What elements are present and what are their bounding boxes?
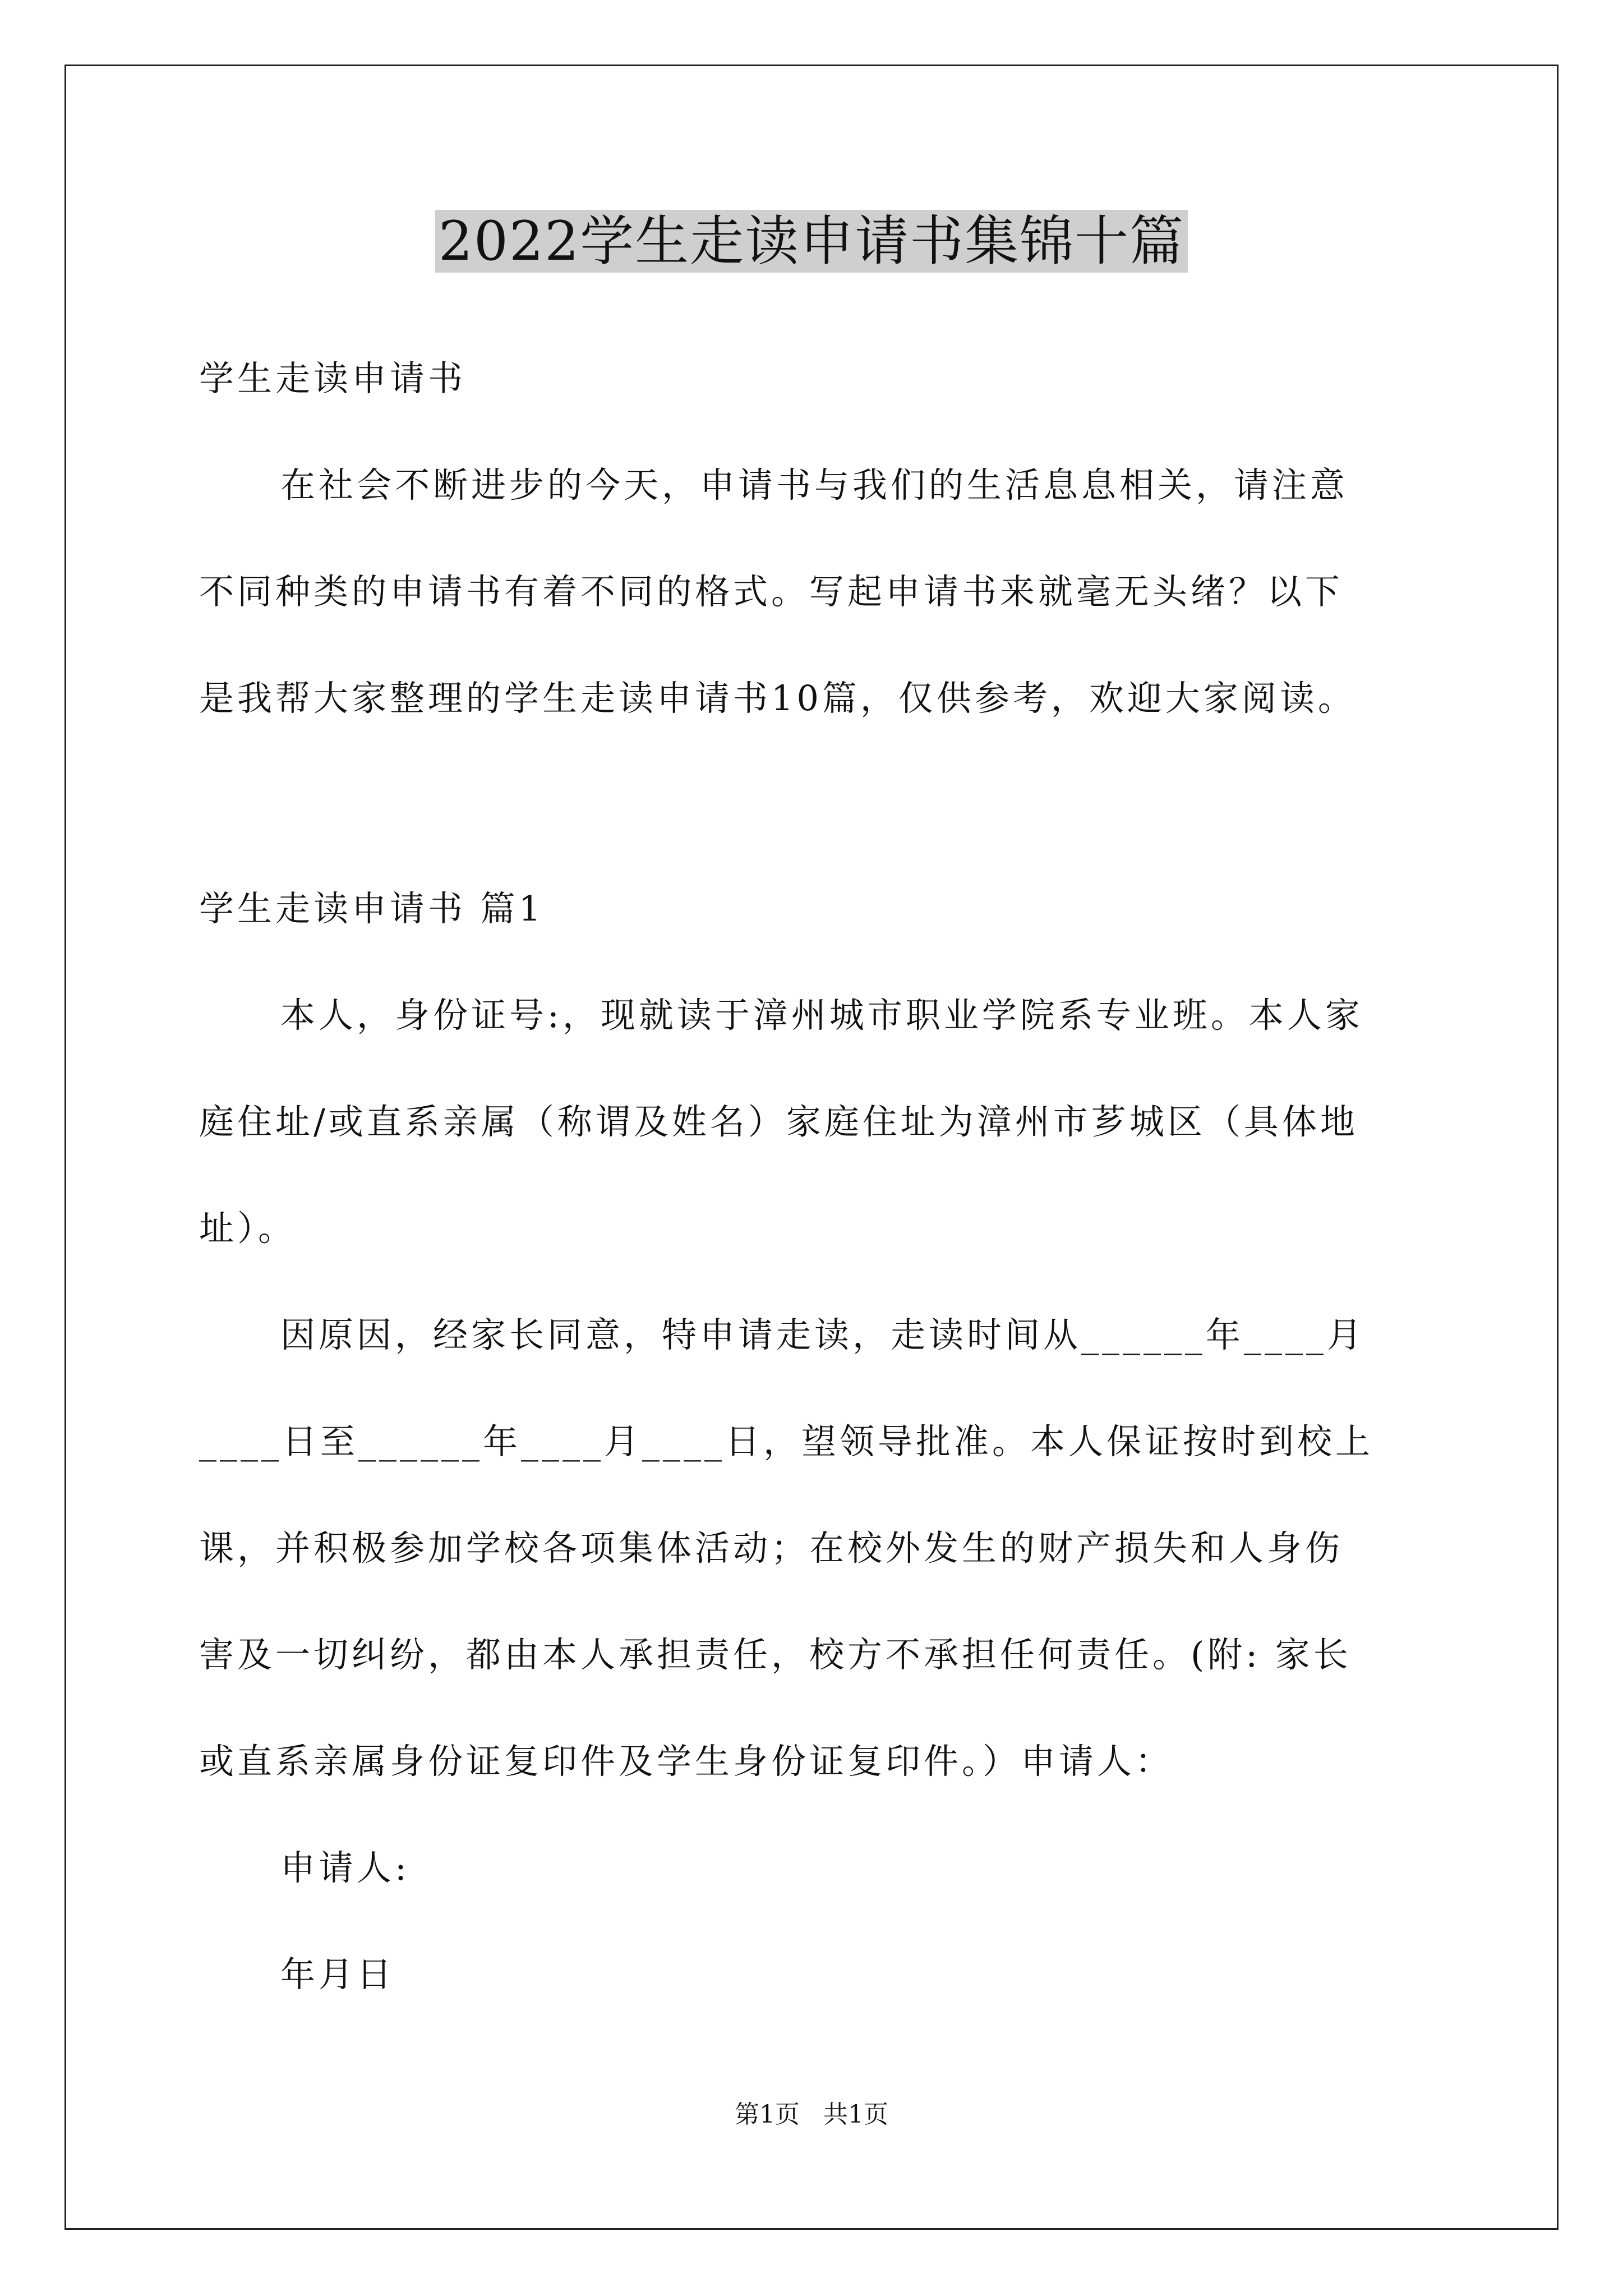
date-label: 年月日 — [280, 1954, 395, 1995]
para2-line-1: 因原因，经家长同意，特申请走读，走读时间从______年____月 — [280, 1314, 1366, 1355]
section-heading: 学生走读申请书 篇1 — [199, 888, 545, 929]
intro-line-3: 是我帮大家整理的学生走读申请书10篇，仅供参考，欢迎大家阅读。 — [199, 678, 1356, 719]
page-footer — [0, 2098, 1623, 2132]
para2-line-2: ____日至______年____月____日，望领导批准。本人保证按时到校上 — [199, 1421, 1374, 1462]
intro-line-1: 在社会不断进步的今天，申请书与我们的生活息息相关，请注意 — [280, 464, 1349, 505]
document-title-text: 2022学生走读申请书集锦十篇 — [435, 210, 1188, 273]
document-title — [0, 202, 1623, 280]
para2-line-5: 或直系亲属身份证复印件及学生身份证复印件。）申请人： — [199, 1741, 1174, 1782]
para1-line-3: 址）。 — [199, 1208, 297, 1249]
para2-line-4: 害及一切纠纷，都由本人承担责任，校方不承担任何责任。(附: 家长 — [199, 1634, 1352, 1675]
para1-line-1: 本人，身份证号:，现就读于漳州城市职业学院系专业班。本人家 — [280, 995, 1363, 1036]
applicant-label: 申请人: — [280, 1847, 410, 1888]
para2-line-3: 课，并积极参加学校各项集体活动；在校外发生的财产损失和人身伤 — [199, 1527, 1344, 1568]
para1-line-2: 庭住址/或直系亲属（称谓及姓名）家庭住址为漳州市芗城区（具体地 — [199, 1101, 1358, 1142]
page-number-total: 共1页 — [823, 2100, 888, 2129]
page-number-current: 第1页 — [735, 2100, 800, 2129]
intro-heading: 学生走读申请书 — [199, 358, 467, 399]
intro-line-2: 不同种类的申请书有着不同的格式。写起申请书来就毫无头绪？以下 — [199, 571, 1344, 612]
